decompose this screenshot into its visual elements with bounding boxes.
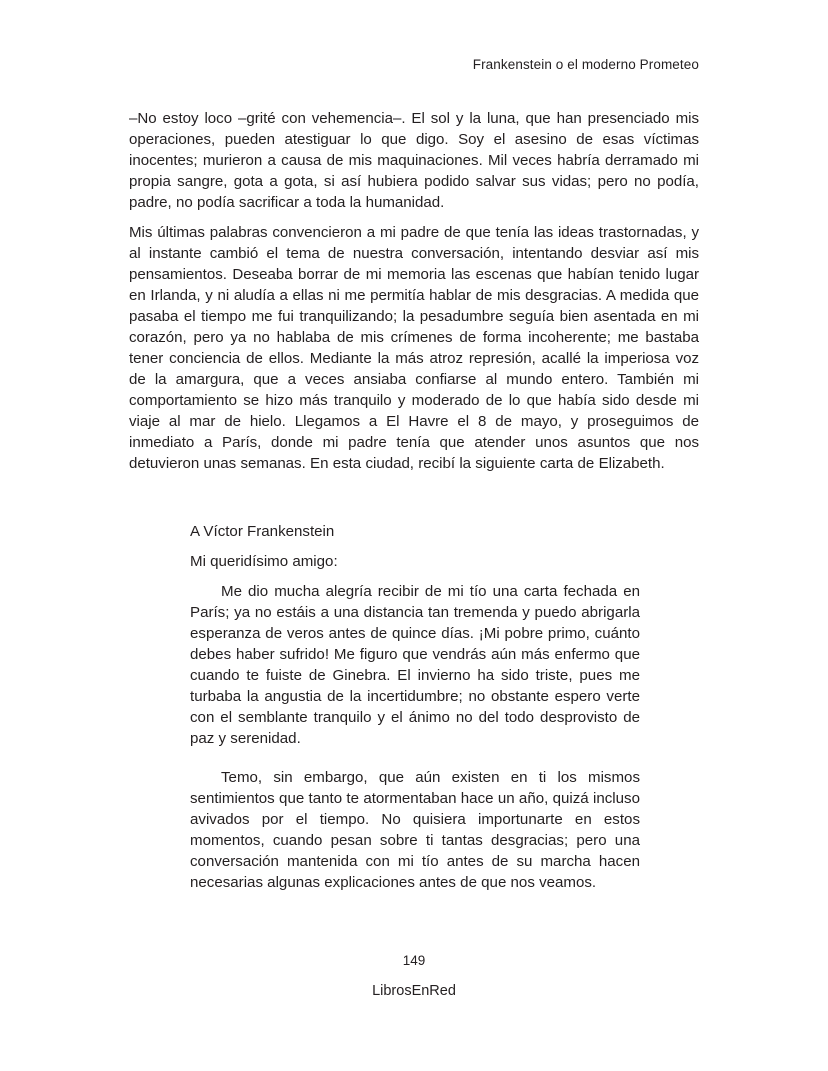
body-paragraph: –No estoy loco –grité con vehemencia–. El sol y la luna, que han presenciado mis operaciones, pueden atestiguar lo que digo. Soy el asesino de esas víctimas inocentes; murieron a causa de mis maquinaciones. Mil veces habría derramado mi propia sangre, gota a gota, si así hubiera podido salvar sus vidas; pero no podía, padre, no podía sacrificar a toda la humanidad. [129, 110, 699, 211]
running-head: Frankenstein o el moderno Prometeo [472, 57, 699, 72]
publisher-imprint: LibrosEnRed [372, 983, 456, 999]
embedded-letter [190, 521, 640, 893]
main-text-column [129, 108, 699, 474]
body-paragraph: Mis últimas palabras convencieron a mi padre de que tenía las ideas trastornadas, y al instante cambió el tema de nuestra conversación, intentando desviar así mis pensamientos. Deseaba borrar de mi memoria las escenas que habían tenido lugar en Irlanda, y ni aludía a ellas ni me permitía hablar de mis desgracias. A medida que pasaba el tiempo me fui tranquilizando; la pesadumbre seguía bien asentada en mi corazón, pero ya no hablaba de mis crímenes de forma incoherente; me bastaba tener conciencia de ellos. Mediante la más atroz represión, acallé la imperiosa voz de la amargura, que a veces ansiaba confiarse al mundo entero. También mi comportamiento se hizo más tranquilo y moderado de lo que había sido desde mi viaje al mar de hielo. Llegamos a El Havre el 8 de mayo, y proseguimos de inmediato a París, donde mi padre tenía que atender unos asuntos que nos detuvieron unas semanas. En esta ciudad, recibí la siguiente carta de Elizabeth. [129, 224, 699, 472]
letter-addressee: A Víctor Frankenstein [190, 523, 335, 540]
letter-paragraph: Me dio mucha alegría recibir de mi tío una carta fechada en París; ya no estáis a una distancia tan tremenda y puedo abrigarla esperanza de veros antes de quince días. ¡Mi pobre primo, cuánto debes haber sufrido! Me figuro que vendrás aún más enfermo que cuando te fuiste de Ginebra. El invierno ha sido triste, pues me turbaba la angustia de la incertidumbre; no obstante espero verte con el semblante tranquilo y el ánimo no del todo desprovisto de paz y serenidad. [190, 583, 640, 747]
page-number: 149 [402, 953, 426, 968]
letter-paragraph: Temo, sin embargo, que aún existen en ti los mismos sentimientos que tanto te atormentaban hace un año, quizá incluso avivados por el tiempo. No quisiera importunarte en estos momentos, cuando pesan sobre ti tantas desgracias; pero una conversación mantenida con mi tío antes de su marcha hacen necesarias algunas explicaciones antes de que nos veamos. [190, 769, 640, 891]
letter-salutation: Mi queridísimo amigo: [190, 553, 338, 570]
